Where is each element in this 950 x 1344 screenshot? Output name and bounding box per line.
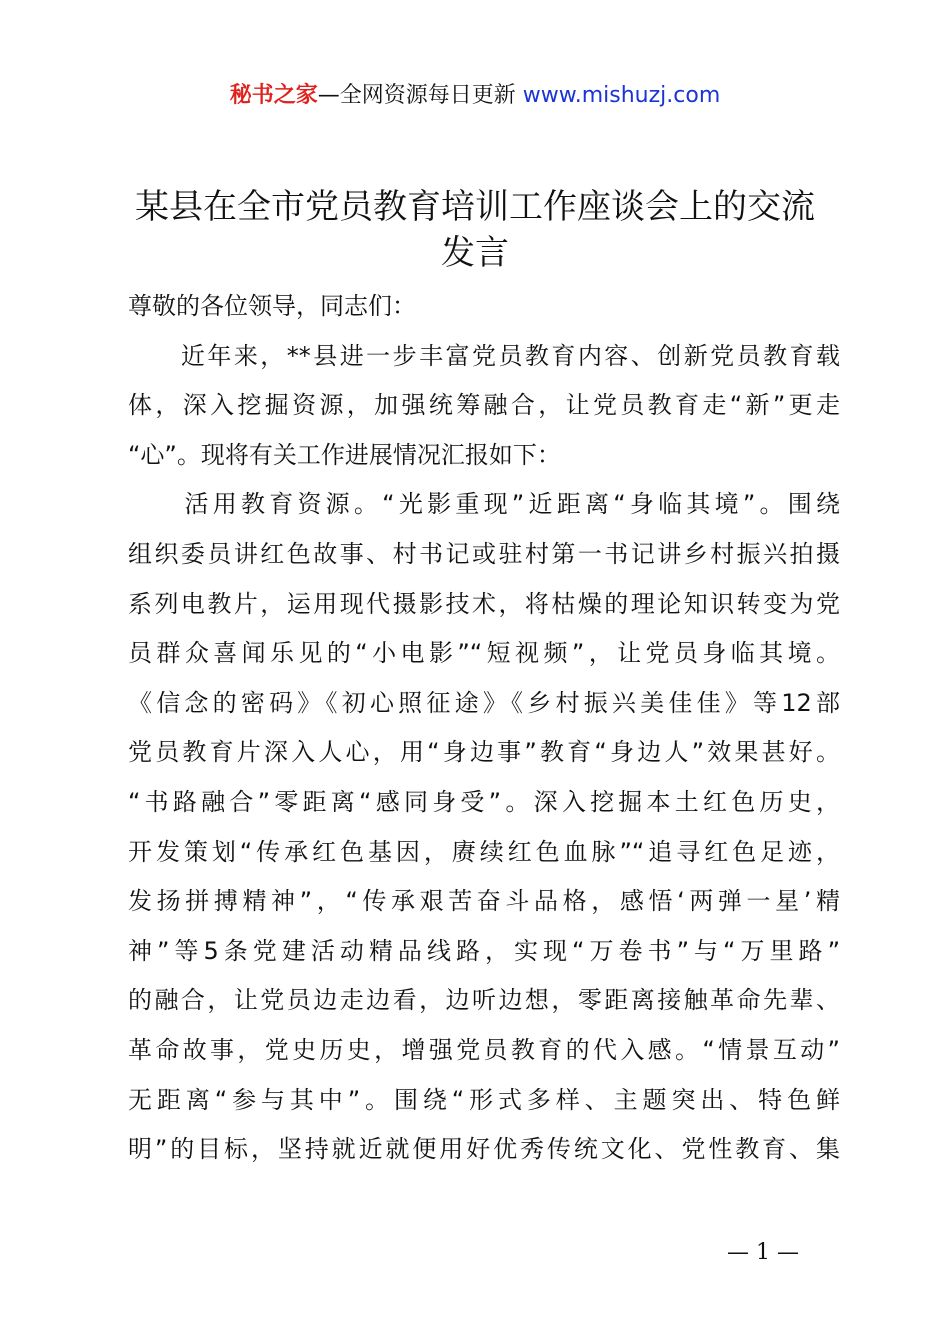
body-line: 系列电教片，运用现代摄影技术，将枯燥的理论知识转变为党 (128, 589, 840, 618)
body-line: 《信念的密码》《初心照征途》《乡村振兴美佳佳》等12部 (128, 688, 840, 717)
body-line: 发扬拼搏精神”，“传承艰苦奋斗品格，感悟‘两弹一星’精 (128, 887, 840, 916)
body-line: 无距离“参与其中”。围绕“形式多样、主题突出、特色鲜 (128, 1085, 840, 1114)
body-line: 开发策划“传承红色基因，赓续红色血脉”“追寻红色足迹， (128, 837, 840, 866)
site-brand: 秘书之家 (229, 83, 318, 108)
title-line-1: 某县在全市党员教育培训工作座谈会上的交流 (135, 187, 815, 227)
body-line: 的融合，让党员边走边看，边听边想，零距离接触革命先辈、 (128, 986, 840, 1015)
body-line: 神”等5条党建活动精品线路，实现“万卷书”与“万里路” (128, 936, 840, 965)
body-line: 近年来，**县进一步丰富党员教育内容、创新党员教育载 (128, 341, 840, 370)
site-url-link[interactable]: www.mishuzj.com (522, 83, 721, 108)
body-line: 明”的目标，坚持就近就便用好优秀传统文化、党性教育、集 (128, 1135, 840, 1164)
document-title (100, 184, 850, 276)
salutation: 尊敬的各位领导，同志们： (128, 292, 416, 320)
body-line: 组织委员讲红色故事、村书记或驻村第一书记讲乡村振兴拍摄 (128, 539, 840, 568)
body-line: 体，深入挖掘资源，加强统筹融合，让党员教育走“新”更走 (128, 391, 840, 420)
title-line-2: 发言 (441, 233, 509, 273)
document-body (128, 282, 840, 1175)
page-number: — 1 — (727, 1240, 799, 1265)
body-line: 革命故事，党史历史，增强党员教育的代入感。“情景互动” (128, 1035, 840, 1064)
body-line: “心”。现将有关工作进展情况汇报如下： (128, 440, 561, 469)
watermark-header (0, 80, 950, 112)
body-line: 活用教育资源。“光影重现”近距离“身临其境”。围绕 (128, 490, 840, 519)
body-line: 党员教育片深入人心，用“身边事”教育“身边人”效果甚好。 (128, 738, 840, 767)
site-tagline: —全网资源每日更新 (317, 83, 516, 108)
body-line: 员群众喜闻乐见的“小电影”“短视频”，让党员身临其境。 (128, 639, 840, 668)
body-line: “书路融合”零距离“感同身受”。深入挖掘本土红色历史， (128, 787, 840, 816)
